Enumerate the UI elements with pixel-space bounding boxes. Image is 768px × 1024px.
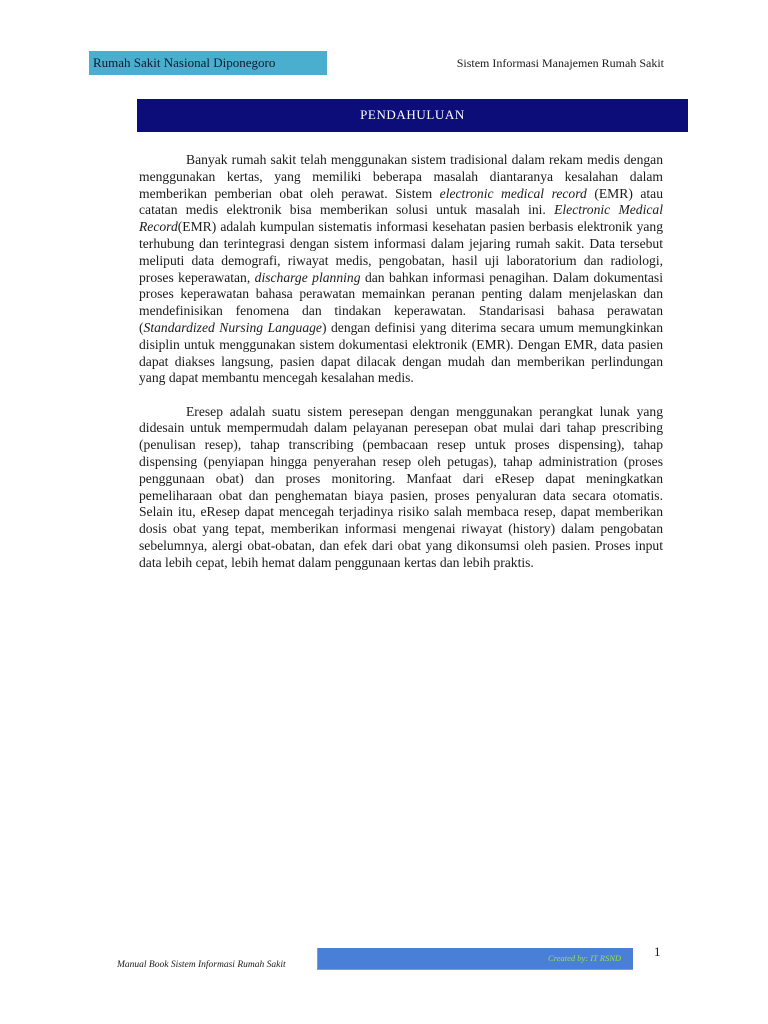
text-run: Eresep adalah suatu sistem peresepan dengan menggunakan perangkat lunak yang didesain untuk mempermudah dalam pelayanan peresepan obat mulai dari tahap prescribing (penulisan resep), tahap transcribing (pembacaan resep untuk proses dispensing), tahap dispensing (penyiapan hingga penyerahan resep oleh petugas), tahap administration (proses penggunaan obat) dan proses monitoring. Manfaat dari eResep dapat meningkatkan pemeliharaan obat dan penghematan biaya pasien, proses penyaluran data secara otomatis. Selain itu, eResep dapat mencegah terjadinya risiko salah membaca resep, dapat memberikan dosis obat yang tepat, memberikan informasi mengenai riwayat (history) dalam pengobatan sebelumnya, alergi obat-obatan, dan efek dari obat yang dikonsumsi oleh pasien. Proses input data lebih cepat, lebih hemat dalam penggunaan kertas dan lebih praktis.	[139, 403, 663, 570]
section-title: PENDAHULUAN	[360, 107, 465, 122]
text-run-italic: Standardized Nursing Language	[143, 319, 322, 335]
footer-bar	[317, 948, 633, 970]
text-run: dan bahkan informasi penagihan. Dalam dokumentasi proses keperawatan bahasa perawatan memainkan peranan penting dalam menjelaskan dan mendefinisikan fenomena dan tindakan keperawatan. Standarisasi bahasa perawatan (	[139, 269, 664, 335]
paragraph-emr	[139, 152, 663, 387]
text-run: (EMR) atau catatan medis elektronik bisa memberikan solusi untuk masalah ini.	[139, 185, 664, 218]
paragraph-eresep	[139, 404, 663, 572]
credit-text: Created by: IT RSND	[548, 953, 621, 963]
text-run-italic: electronic medical record	[439, 185, 587, 201]
hospital-name: Rumah Sakit Nasional Diponegoro	[93, 55, 276, 70]
hospital-name-box	[89, 51, 327, 75]
text-run: Banyak rumah sakit telah menggunakan sistem tradisional dalam rekam medis dengan menggunakan kertas, yang memiliki beberapa masalah diantaranya kesalahan dalam memberikan pemberian obat oleh perawat. Sistem	[139, 152, 663, 201]
text-run-italic: Electronic Medical Record	[139, 202, 663, 235]
section-title-bar	[137, 99, 688, 132]
page-number: 1	[654, 944, 661, 959]
document-body	[139, 152, 663, 588]
text-run: (EMR) adalah kumpulan sistematis informasi kesehatan pasien berbasis elektronik yang terhubung dan terintegrasi dengan sistem informasi dalam jejaring rumah sakit. Data tersebut meliputi data demografi, riwayat medis, pengobatan, hasil uji laboratorium dan radiologi, proses keperawatan,	[139, 219, 663, 285]
manual-label: Manual Book Sistem Informasi Rumah Sakit	[117, 960, 286, 970]
system-title: Sistem Informasi Manajemen Rumah Sakit	[456, 56, 664, 70]
text-run: ) dengan definisi yang diterima secara umum memungkinkan disiplin untuk menggunakan sistem dokumentasi elektronik (EMR). Dengan EMR, data pasien dapat diakses langsung, pasien dapat dilacak dengan mudah dan memberikan perlindungan yang dapat membantu mencegah kesalahan medis.	[139, 319, 663, 386]
text-run-italic: discharge planning	[254, 269, 361, 285]
